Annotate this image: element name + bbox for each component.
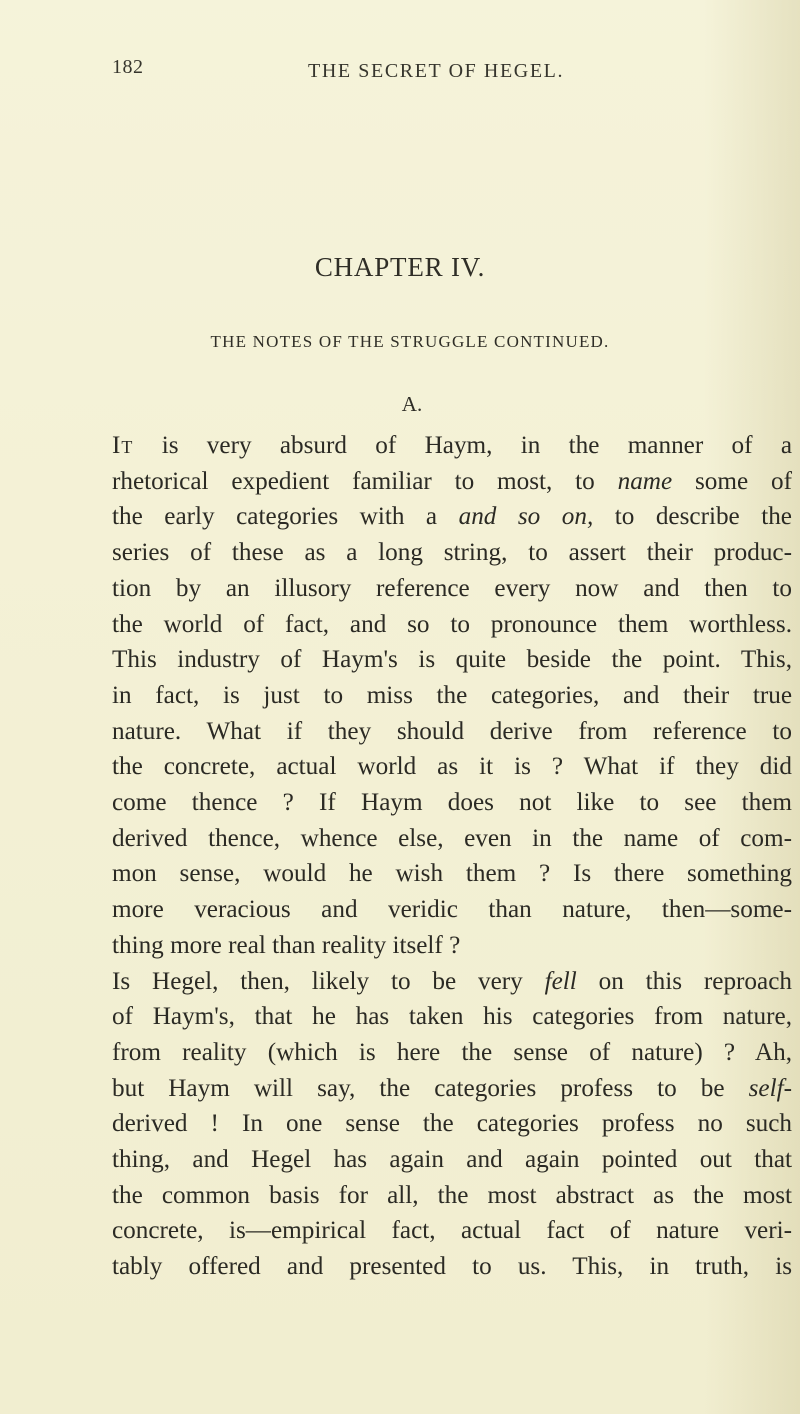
running-head: THE SECRET OF HEGEL. xyxy=(308,60,565,82)
text-line: of Haym's, that he has taken his categories from nature, xyxy=(112,1003,792,1031)
text-segment: the early categories with a xyxy=(112,503,459,531)
chapter-subtitle: THE NOTES OF THE STRUGGLE CONTINUED. xyxy=(210,332,610,351)
text-line: from reality (which is here the sense of nature) ? Ah, xyxy=(112,1038,792,1066)
italic-text: and so on, xyxy=(458,503,594,531)
text-line: the concrete, actual world as it is ? What if they did xyxy=(112,753,792,781)
text-line: mon sense, would he wish them ? Is there something xyxy=(112,860,792,888)
text-line: more veracious and veridic than nature, then—some- xyxy=(112,896,792,924)
text-line: series of these as a long string, to assert their produc- xyxy=(112,539,792,567)
text-line: derived thence, whence else, even in the name of com- xyxy=(112,824,792,852)
text-line: thing, and Hegel has again and again pointed out that xyxy=(112,1146,792,1174)
text-segment: Is Hegel, then, likely to be very xyxy=(112,967,545,995)
text-line: come thence ? If Haym does not like to see them xyxy=(112,789,792,817)
text-line: nature. What if they should derive from reference to xyxy=(112,717,792,745)
text-segment: on this reproach xyxy=(576,967,792,995)
text-line: This industry of Haym's is quite beside the point. This, xyxy=(112,646,792,674)
text-segment: but Haym will say, the categories profess to be xyxy=(112,1074,749,1102)
text-line xyxy=(112,499,792,535)
text-line xyxy=(112,964,792,1000)
body-text xyxy=(112,428,792,1285)
text-segment: some of xyxy=(672,467,792,495)
chapter-title: CHAPTER IV. xyxy=(314,252,486,282)
text-line: tion by an illusory reference every now and then to xyxy=(112,574,792,602)
paragraph-2 xyxy=(112,964,792,1285)
drop-word: It xyxy=(112,432,134,459)
text-segment: is very absurd of Haym, in the manner of a xyxy=(133,432,792,459)
text-line: the common basis for all, the most abstract as the most xyxy=(112,1181,792,1209)
italic-text: name xyxy=(617,467,673,495)
text-line: concrete, is—empirical fact, actual fact of nature veri- xyxy=(112,1217,792,1245)
paragraph-1 xyxy=(112,428,792,964)
text-line: thing more real than reality itself ? xyxy=(112,931,461,959)
italic-text: self- xyxy=(748,1074,792,1102)
text-line xyxy=(112,428,792,464)
text-line xyxy=(112,464,792,500)
text-line: in fact, is just to miss the categories, and their true xyxy=(112,681,792,709)
text-line: derived ! In one sense the categories profess no such xyxy=(112,1110,792,1138)
section-letter: A. xyxy=(401,392,423,416)
text-line: tably offered and presented to us. This, in truth, is xyxy=(112,1253,792,1281)
text-segment: to describe the xyxy=(593,503,792,531)
italic-text: fell xyxy=(544,967,577,995)
text-line: the world of fact, and so to pronounce them worthless. xyxy=(112,610,792,638)
text-segment: rhetorical expedient familiar to most, to xyxy=(112,467,618,495)
text-line xyxy=(112,1071,792,1107)
page-number: 182 xyxy=(112,56,144,78)
